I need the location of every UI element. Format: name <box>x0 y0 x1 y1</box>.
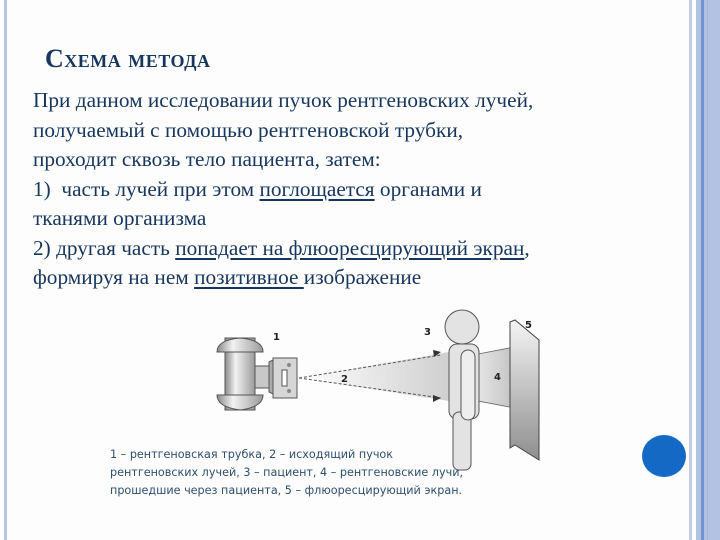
xray-tube-icon <box>217 338 297 410</box>
right-border-accent-line <box>701 0 704 540</box>
text-line: тканями организма <box>33 206 207 230</box>
label-4: 4 <box>494 372 501 383</box>
label-1: 1 <box>273 332 280 343</box>
caption-line: 1 – рентгеновская трубка, 2 – исходящий пучок <box>110 448 394 461</box>
text-segment: изображение <box>303 265 422 289</box>
right-border-line <box>689 0 692 540</box>
figure-caption <box>110 446 463 500</box>
text-segment: , <box>524 235 530 260</box>
decorative-circle <box>642 435 686 477</box>
text-segment: формируя на нем <box>33 265 195 289</box>
right-border-thin-line <box>707 0 708 540</box>
underlined-term: позитивное <box>194 265 304 289</box>
text-line <box>33 175 633 205</box>
label-3: 3 <box>424 327 431 338</box>
slide-title: Схема метода <box>45 44 211 73</box>
underlined-term: поглощается <box>259 176 375 201</box>
text-segment: 2) другая часть <box>33 235 176 260</box>
caption-line: прошедшие через пациента, 5 – флюоресцирующий экран. <box>110 484 463 497</box>
left-border-line <box>4 0 7 540</box>
label-2: 2 <box>341 374 348 385</box>
right-border-band <box>696 0 720 540</box>
label-5: 5 <box>525 320 532 331</box>
text-line: При данном исследовании пучок рентгеновских лучей, <box>33 88 534 112</box>
text-line <box>33 234 633 264</box>
caption-line: рентгеновских лучей, 3 – пациент, 4 – рентгеновские лучи, <box>110 466 464 479</box>
text-line: получаемый с помощью рентгеновской трубки, <box>33 117 464 142</box>
text-segment: органами и <box>374 176 482 201</box>
text-segment: 1) часть лучей при этом <box>33 176 260 201</box>
slide-body-text <box>33 86 633 293</box>
text-line <box>33 263 633 293</box>
text-line: проходит сквозь тело пациента, затем: <box>33 147 381 171</box>
underlined-term: попадает на флюоресцирующий экран <box>175 235 525 260</box>
